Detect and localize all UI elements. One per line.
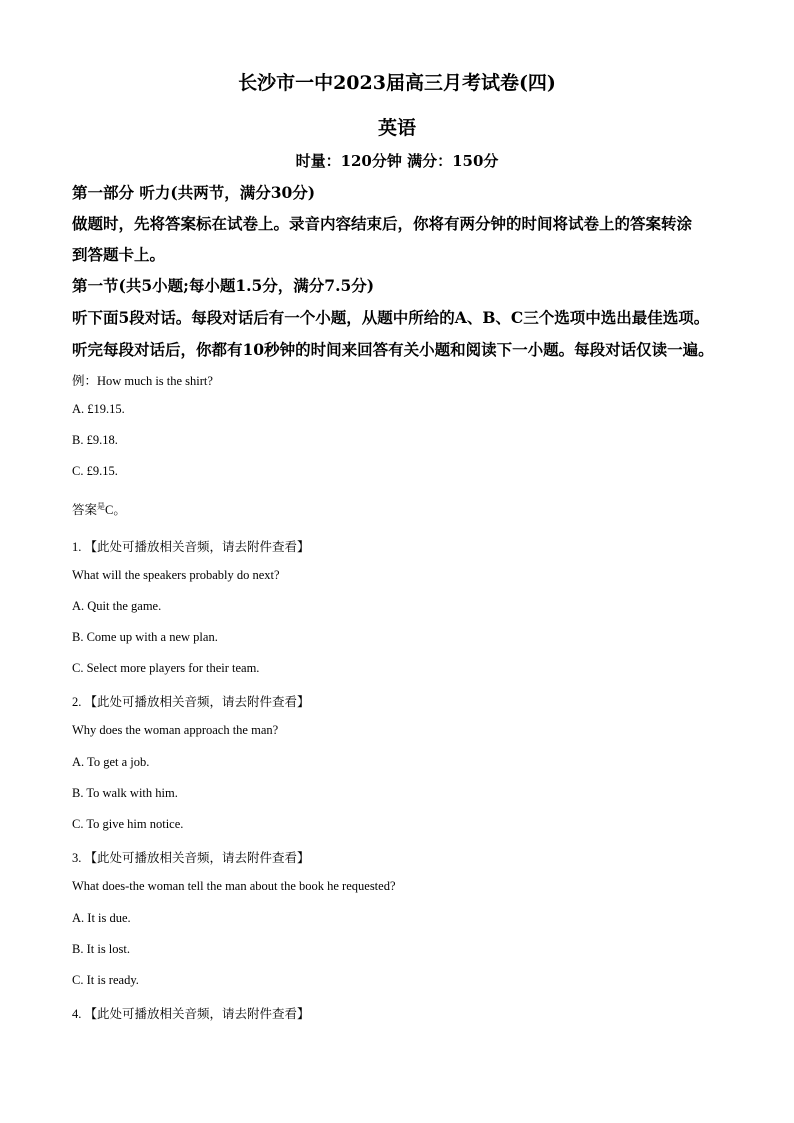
answer-mark: 是	[97, 501, 106, 511]
part1-instruction-line2: 到答题卡上。	[72, 245, 166, 264]
q3-option-a: A. It is due.	[72, 911, 131, 925]
example-option-b: B. £9.18.	[72, 433, 118, 447]
answer-prefix: 答案	[72, 503, 98, 517]
q2-audio-link[interactable]: 2. 【此处可播放相关音频，请去附件查看】	[72, 695, 310, 709]
q1-option-c: C. Select more players for their team.	[72, 661, 260, 675]
section1-heading: 第一节(共5小题;每小题1.5分，满分7.5分)	[72, 276, 375, 295]
q1-question: What will the speakers probably do next?	[72, 568, 280, 582]
q1-option-b: B. Come up with a new plan.	[72, 630, 218, 644]
q2-option-b: B. To walk with him.	[72, 786, 178, 800]
example-option-a: A. £19.15.	[72, 402, 125, 416]
subject-title: 英语	[377, 117, 416, 139]
q3-option-c: C. It is ready.	[72, 973, 139, 987]
time-score-line: 时量：120分钟 满分：150分	[295, 152, 499, 170]
part1-heading: 第一部分 听力(共两节，满分30分)	[72, 183, 316, 202]
example-question: 例：How much is the shirt?	[72, 374, 213, 388]
section1-instruction-line2: 听完每段对话后，你都有10秒钟的时间来回答有关小题和阅读下一小题。每段对话仅读一遍。	[72, 340, 714, 359]
q3-question: What does-the woman tell the man about the book he requested?	[72, 879, 396, 893]
example-option-c: C. £9.15.	[72, 464, 118, 478]
q3-audio-link[interactable]: 3. 【此处可播放相关音频，请去附件查看】	[72, 851, 310, 865]
q1-audio-link[interactable]: 1. 【此处可播放相关音频，请去附件查看】	[72, 540, 310, 554]
section1-instruction-line1: 听下面5段对话。每段对话后有一个小题，从题中所给的A、B、C三个选项中选出最佳选项。	[72, 308, 710, 327]
example-answer	[72, 500, 126, 518]
part1-instruction-line1: 做题时，先将答案标在试卷上。录音内容结束后，你将有两分钟的时间将试卷上的答案转涂	[72, 214, 693, 233]
q2-option-c: C. To give him notice.	[72, 817, 184, 831]
q3-option-b: B. It is lost.	[72, 942, 130, 956]
q2-question: Why does the woman approach the man?	[72, 723, 279, 737]
q4-audio-link[interactable]: 4. 【此处可播放相关音频，请去附件查看】	[72, 1007, 310, 1021]
answer-value: C。	[105, 503, 126, 517]
q2-option-a: A. To get a job.	[72, 755, 150, 769]
q1-option-a: A. Quit the game.	[72, 599, 162, 613]
exam-title: 长沙市一中2023届高三月考试卷(四)	[238, 72, 556, 94]
